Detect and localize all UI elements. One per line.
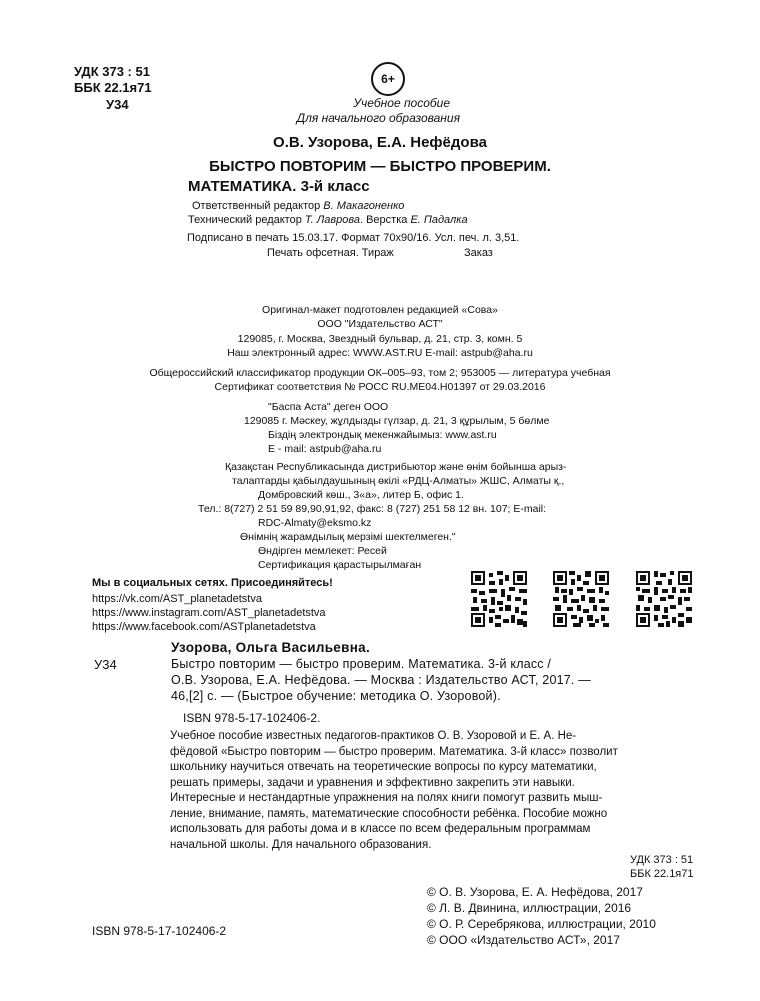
responsible-editor: Ответственный редактор В. Макагоненко [192,200,405,212]
annotation-line: ление, внимание, память, математические способности ребёнка. Пособие можно [170,807,608,820]
social-heading: Мы в социальных сетях. Присоединяйтесь! [92,577,333,589]
kz-line-4: E - mail: astpub@aha.ru [268,443,382,455]
annotation-line: школьнику научиться отвечать на теоретические вопросы по курсу математики, [170,761,597,773]
kz-line-1: "Баспа Аста" деген ООО [268,401,389,413]
qr-code-icon[interactable] [471,571,527,627]
distributor-line-8: Сертификация қарастырылмаған [258,559,422,571]
annotation-line: начальной школы. Для начального образования. [170,838,432,851]
social-link-vk[interactable]: https://vk.com/AST_planetadetstva [92,593,262,605]
series-line-1: Учебное пособие [353,96,450,110]
distributor-line-4: Тел.: 8(727) 2 51 59 89,90,91,92, факс: 8 (727) 251 58 12 вн. 107; E-mail: [198,503,547,515]
publisher-line-3: 129085, г. Москва, Звездный бульвар, д. 21, стр. 3, комн. 5 [237,333,523,345]
print-info-line-2b: Заказ [464,247,493,259]
classifier-line-2: Сертификат соответствия № РОСС RU.ME04.H01397 от 29.03.2016 [214,381,546,393]
annotation-line: решать примеры, задачи и уравнения и эффективно закрепить эти навыки. [170,776,575,789]
title-line-1: БЫСТРО ПОВТОРИМ — БЫСТРО ПРОВЕРИМ. [209,158,551,175]
distributor-line-6: Өнімнің жарамдылық мерзімі шектелмеген." [240,531,456,543]
publisher-line-4: Наш электронный адрес: WWW.AST.RU E-mail: astpub@aha.ru [227,347,533,359]
distributor-line-7: Өндірген мемлекет: Ресей [258,545,387,557]
bib-mark: У34 [94,657,117,672]
annotation-paragraph [170,729,618,853]
bib-author: Узорова, Ольга Васильевна. [171,640,371,655]
bbk-code-bottom: ББК 22.1я71 [630,868,694,880]
kz-line-2: 129085 г. Мәскеу, жұлдызды гүлзар, д. 21, 3 құрылым, 5 бөлме [244,415,550,427]
annotation-line: Учебное пособие известных педагогов-практиков О. В. Узоровой и Е. А. Не- [170,730,577,742]
annotation-line: Интересные и нестандартные упражнения на полях книги помогут развить мыш- [170,792,603,804]
distributor-line-3: Домбровский көш., 3«а», литер Б, офис 1. [258,489,464,501]
qr-code-icon[interactable] [553,571,609,627]
bib-description [171,656,591,704]
copyright-line: © ООО «Издательство АСТ», 2017 [427,933,620,947]
social-link-instagram[interactable]: https://www.instagram.com/AST_planetadetstva [92,607,326,619]
classifier-line-1: Общероссийский классификатор продукции ОК–005–93, том 2; 953005 — литература учебная [149,367,611,379]
series-line-2: Для начального образования [296,111,460,125]
annotation-line: использовать для работы дома и в классе по всем федеральным программам [170,823,591,835]
bib-line-2: О.В. Узорова, Е.А. Нефёдова. — Москва : Издательство АСТ, 2017. — [171,673,591,687]
copyright-line: © О. В. Узорова, Е. А. Нефёдова, 2017 [427,885,643,899]
bib-line-3: 46,[2] с. — (Быстрое обучение: методика О. Узоровой). [171,689,501,703]
print-info-line-2a: Печать офсетная. Тираж [267,247,394,259]
udk-code-bottom: УДК 373 : 51 [630,854,694,866]
udk-code: УДК 373 : 51 [74,64,150,79]
distributor-line-1: Қазақстан Республикасында дистрибьютор және өнім бойынша арыз- [225,461,567,473]
author-mark: У34 [106,97,129,112]
print-info-line-1: Подписано в печать 15.03.17. Формат 70х90/16. Усл. печ. л. 3,51. [187,232,520,244]
copyright-line: © О. Р. Серебрякова, иллюстрации, 2010 [427,917,656,931]
distributor-line-5: RDC-Almaty@eksmo.kz [258,517,372,529]
bib-line-1: Быстро повторим — быстро проверим. Математика. 3-й класс / [171,657,552,671]
annotation-line: фёдовой «Быстро повторим — быстро проверим. Математика. 3-й класс» позволит [170,745,618,758]
distributor-line-2: талаптарды қабылдаушының өкілі «РДЦ-Алматы» ЖШС, Алматы қ., [232,475,565,487]
qr-code-icon[interactable] [636,571,692,627]
publisher-line-1: Оригинал-макет подготовлен редакцией «Сова» [262,304,498,316]
technical-editor: Технический редактор Т. Лаврова. Верстка Е. Падалка [188,214,468,226]
publisher-line-2: ООО "Издательство АСТ" [317,318,443,330]
title-line-2: МАТЕМАТИКА. 3-й класс [188,178,370,195]
authors: О.В. Узорова, Е.А. Нефёдова [273,134,487,151]
bbk-code: ББК 22.1я71 [74,80,152,95]
bib-isbn: ISBN 978-5-17-102406-2. [183,711,321,725]
isbn-bottom: ISBN 978-5-17-102406-2 [92,924,227,938]
age-rating-badge: 6+ [371,62,405,96]
social-link-facebook[interactable]: https://www.facebook.com/ASTplanetadetstva [92,621,316,633]
kz-line-3: Біздің электрондық мекенжайымыз: www.ast.ru [268,429,497,441]
copyright-line: © Л. В. Двинина, иллюстрации, 2016 [427,901,632,915]
